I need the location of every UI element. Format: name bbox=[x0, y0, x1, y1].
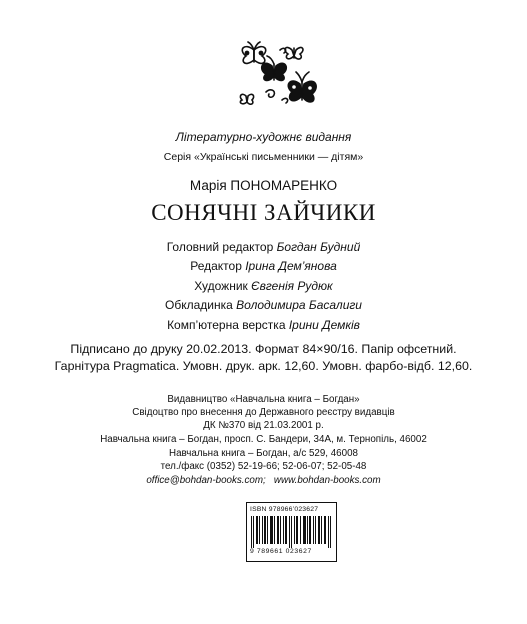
book-title: СОНЯЧНІ ЗАЙЧИКИ bbox=[151, 200, 376, 225]
publisher-po-box: Навчальна книга – Богдан, а/с 529, 46008 bbox=[169, 447, 358, 459]
credit-editor bbox=[0, 257, 527, 276]
publisher-address: Навчальна книга – Богдан, просп. С. Бандери, 34А, м. Тернопіль, 46002 bbox=[100, 434, 427, 445]
publisher-website: www.bohdan-books.com bbox=[273, 474, 381, 486]
publisher-name: Видавництво «Навчальна книга – Богдан» bbox=[167, 394, 360, 405]
credit-role: Обкладинка bbox=[165, 298, 237, 313]
print-info-line2: Гарнітура Pragmatica. Умовн. друк. арк. 12,60. Умовн. фарбо-відб. 12,60. bbox=[54, 359, 473, 373]
credit-role: Комп’ютерна верстка bbox=[167, 317, 289, 332]
credit-layout bbox=[0, 316, 527, 335]
credit-person: Володимира Басалиги bbox=[236, 298, 362, 313]
publisher-certificate: Свідоцтво про внесення до Державного реєстру видавців bbox=[132, 407, 395, 418]
credit-person: Євгенія Рудюк bbox=[251, 278, 333, 293]
credit-chief-editor bbox=[0, 238, 527, 257]
edition-type: Літературно-художнє видання bbox=[175, 130, 352, 144]
credit-person: Ірина Дем’янова bbox=[245, 259, 337, 274]
credit-role: Головний редактор bbox=[166, 240, 277, 254]
publisher-cert-number: ДК №370 від 21.03.2001 р. bbox=[203, 420, 324, 431]
publisher-phone: тел./факс (0352) 52-19-66; 52-06-07; 52-05-48 bbox=[160, 461, 367, 472]
isbn-number: ISBN 978966’023627 bbox=[250, 506, 319, 513]
credit-illustrator bbox=[0, 277, 527, 296]
print-info-line1: Підписано до друку 20.02.2013. Формат 84×90/16. Папір офсетний. bbox=[70, 342, 457, 356]
author-name: Марія ПОНОМАРЕНКО bbox=[189, 178, 338, 193]
butterflies-emblem-icon bbox=[236, 40, 320, 112]
credit-person: Богдан Будний bbox=[276, 240, 361, 254]
barcode-bars-icon bbox=[251, 516, 332, 548]
publisher-web bbox=[0, 474, 527, 488]
credit-role: Художник bbox=[194, 278, 252, 293]
print-info bbox=[0, 341, 527, 375]
credit-cover bbox=[0, 296, 527, 315]
publisher-contacts bbox=[0, 433, 527, 487]
credit-role: Редактор bbox=[190, 259, 246, 274]
credit-person: Ірини Демків bbox=[288, 317, 360, 332]
publisher-info bbox=[0, 393, 527, 432]
isbn-barcode bbox=[246, 502, 337, 562]
staff-credits bbox=[0, 238, 527, 335]
series-name: Серія «Українські письменники — дітям» bbox=[163, 151, 364, 163]
publisher-email: office@bohdan-books.com; bbox=[146, 474, 266, 486]
ean-number: 9 789661 023627 bbox=[250, 548, 312, 555]
